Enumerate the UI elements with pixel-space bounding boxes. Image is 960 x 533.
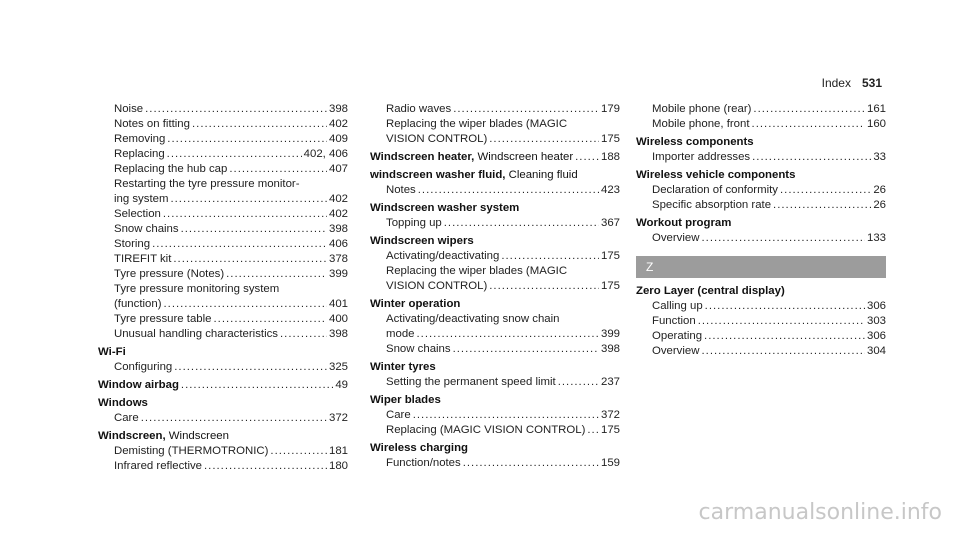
index-entry: Noise ..... 398	[98, 102, 348, 117]
index-entry: Snow chains ..... 398	[98, 222, 348, 237]
index-entry: Overview ..... 133	[636, 231, 886, 246]
index-entry: Tyre pressure (Notes) ..... 399	[98, 267, 348, 282]
index-entry: Function/notes ..... 159	[370, 456, 620, 471]
index-heading: Wiper blades	[370, 394, 441, 406]
index-entry: Selection ..... 402	[98, 207, 348, 222]
index-heading: windscreen washer fluid, Cleaning fluid	[370, 169, 578, 181]
index-entry-line: Restarting the tyre pressure monitor-	[114, 178, 300, 190]
index-entry: Notes ..... 423	[370, 183, 620, 198]
page-number: 531	[861, 76, 882, 90]
index-heading: Winter operation	[370, 298, 461, 310]
index-entry: Unusual handling characteristics ..... 398	[98, 327, 348, 342]
index-heading: Wi-Fi	[98, 346, 126, 358]
index-entry: Replacing (MAGIC VISION CONTROL) ..... 175	[370, 423, 620, 438]
index-entry: Importer addresses ..... 33	[636, 150, 886, 165]
index-label: Index	[821, 76, 851, 90]
index-entry: Operating ..... 306	[636, 329, 886, 344]
index-entry: Topping up ..... 367	[370, 216, 620, 231]
index-entry: Demisting (THERMOTRONIC) ..... 181	[98, 444, 348, 459]
index-entry: VISION CONTROL) ..... 175	[370, 132, 620, 147]
index-entry: Notes on fitting ..... 402	[98, 117, 348, 132]
index-entry: Radio waves ..... 179	[370, 102, 620, 117]
index-entry: Storing ..... 406	[98, 237, 348, 252]
index-entry-line: Replacing the wiper blades (MAGIC	[386, 118, 568, 130]
index-entry: Calling up ..... 306	[636, 299, 886, 314]
page-header	[822, 76, 882, 90]
index-entry: Configuring ..... 325	[98, 360, 348, 375]
index-entry-line: Replacing the wiper blades (MAGIC	[386, 265, 568, 277]
index-entry: Specific absorption rate ..... 26	[636, 198, 886, 213]
index-entry: Mobile phone, front ..... 160	[636, 117, 886, 132]
index-entry: Function ..... 303	[636, 314, 886, 329]
index-entry: Replacing the hub cap ..... 407	[98, 162, 348, 177]
index-entry: Activating/deactivating ..... 175	[370, 249, 620, 264]
index-column-3	[636, 102, 886, 359]
index-heading: Wireless vehicle components	[636, 169, 796, 181]
index-heading: Windscreen, Windscreen	[98, 430, 229, 442]
index-heading: Wireless charging	[370, 442, 469, 454]
index-heading: Windows	[98, 397, 148, 409]
index-entry: mode ..... 399	[370, 327, 620, 342]
index-entry: Setting the permanent speed limit ..... 237	[370, 375, 620, 390]
index-column-1	[98, 102, 348, 474]
index-entry: TIREFIT kit ..... 378	[98, 252, 348, 267]
index-entry: Tyre pressure table ..... 400	[98, 312, 348, 327]
index-entry: ing system ..... 402	[98, 192, 348, 207]
index-entry: Mobile phone (rear) ..... 161	[636, 102, 886, 117]
index-entry: Window airbag ..... 49	[98, 378, 348, 393]
index-heading: Workout program	[636, 217, 732, 229]
index-entry: Snow chains ..... 398	[370, 342, 620, 357]
watermark: carmanualsonline.info	[698, 500, 942, 525]
index-entry: (function) ..... 401	[98, 297, 348, 312]
index-entry: Infrared reflective ..... 180	[98, 459, 348, 474]
index-entry-line: Tyre pressure monitoring system	[114, 283, 280, 295]
index-heading: Windscreen wipers	[370, 235, 474, 247]
index-heading: Zero Layer (central display)	[636, 285, 785, 297]
index-entry: Care ..... 372	[98, 411, 348, 426]
index-column-2	[370, 102, 620, 471]
index-entry: Windscreen heater, Windscreen heater ..... 188	[370, 150, 620, 165]
index-entry: Removing ..... 409	[98, 132, 348, 147]
letter-section-bar: Z	[636, 256, 886, 278]
index-entry: Overview ..... 304	[636, 344, 886, 359]
index-entry: VISION CONTROL) ..... 175	[370, 279, 620, 294]
index-heading: Winter tyres	[370, 361, 436, 373]
index-entry: Replacing ..... 402, 406	[98, 147, 348, 162]
index-entry: Care ..... 372	[370, 408, 620, 423]
index-heading: Windscreen washer system	[370, 202, 520, 214]
index-entry-line: Activating/deactivating snow chain	[386, 313, 560, 325]
index-heading: Wireless components	[636, 136, 754, 148]
index-entry: Declaration of conformity ..... 26	[636, 183, 886, 198]
